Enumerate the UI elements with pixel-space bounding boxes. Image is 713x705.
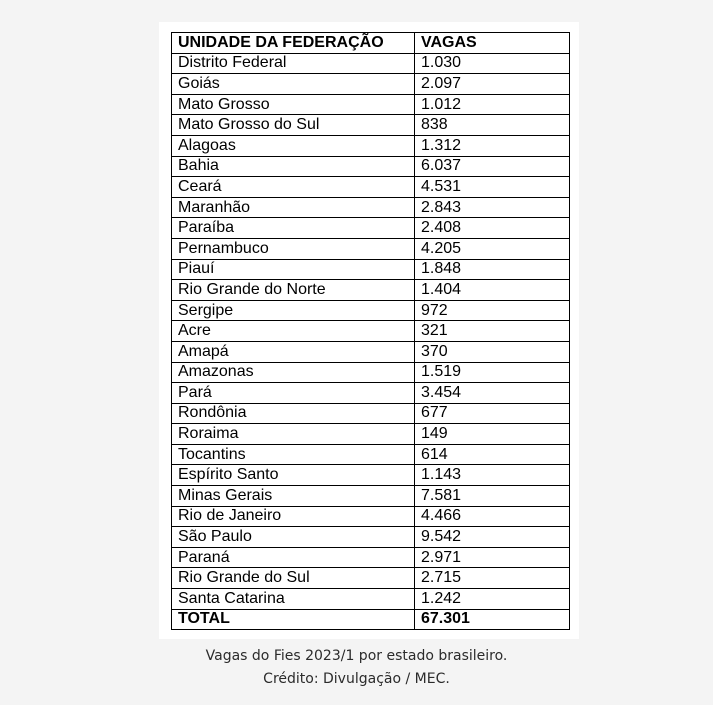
state-cell: Paraná bbox=[172, 547, 415, 568]
table-row bbox=[172, 341, 570, 362]
state-cell: Amapá bbox=[172, 341, 415, 362]
vacancies-cell: 2.843 bbox=[415, 197, 570, 218]
vacancies-cell: 614 bbox=[415, 444, 570, 465]
vacancies-cell: 1.030 bbox=[415, 53, 570, 74]
table-row bbox=[172, 403, 570, 424]
state-cell: Mato Grosso do Sul bbox=[172, 115, 415, 136]
state-cell: Sergipe bbox=[172, 300, 415, 321]
table-row bbox=[172, 156, 570, 177]
vacancies-cell: 2.971 bbox=[415, 547, 570, 568]
state-cell: Minas Gerais bbox=[172, 486, 415, 507]
state-cell: Paraíba bbox=[172, 218, 415, 239]
header-state: UNIDADE DA FEDERAÇÃO bbox=[172, 33, 415, 54]
state-cell: Ceará bbox=[172, 177, 415, 198]
vacancies-cell: 972 bbox=[415, 300, 570, 321]
vacancies-cell: 4.466 bbox=[415, 506, 570, 527]
state-cell: Rio Grande do Sul bbox=[172, 568, 415, 589]
vacancies-cell: 4.205 bbox=[415, 238, 570, 259]
state-cell: Mato Grosso bbox=[172, 94, 415, 115]
vacancies-cell: 7.581 bbox=[415, 486, 570, 507]
table-row bbox=[172, 547, 570, 568]
table-row bbox=[172, 362, 570, 383]
table-row bbox=[172, 74, 570, 95]
table-row bbox=[172, 486, 570, 507]
state-cell: Maranhão bbox=[172, 197, 415, 218]
state-cell: Pernambuco bbox=[172, 238, 415, 259]
state-cell: Rio Grande do Norte bbox=[172, 280, 415, 301]
state-cell: Distrito Federal bbox=[172, 53, 415, 74]
vacancies-cell: 4.531 bbox=[415, 177, 570, 198]
state-cell: Tocantins bbox=[172, 444, 415, 465]
vacancies-cell: 321 bbox=[415, 321, 570, 342]
table-row bbox=[172, 238, 570, 259]
table-row bbox=[172, 218, 570, 239]
table-body bbox=[172, 53, 570, 609]
vacancies-table bbox=[171, 32, 570, 630]
state-cell: Pará bbox=[172, 383, 415, 404]
state-cell: Bahia bbox=[172, 156, 415, 177]
state-cell: São Paulo bbox=[172, 527, 415, 548]
table-row bbox=[172, 444, 570, 465]
state-cell: Alagoas bbox=[172, 135, 415, 156]
table-row bbox=[172, 527, 570, 548]
state-cell: Espírito Santo bbox=[172, 465, 415, 486]
vacancies-cell: 149 bbox=[415, 424, 570, 445]
table-row bbox=[172, 321, 570, 342]
table-row bbox=[172, 53, 570, 74]
table-row bbox=[172, 424, 570, 445]
vacancies-cell: 677 bbox=[415, 403, 570, 424]
vacancies-cell: 2.097 bbox=[415, 74, 570, 95]
state-cell: Goiás bbox=[172, 74, 415, 95]
vacancies-cell: 2.408 bbox=[415, 218, 570, 239]
table-row bbox=[172, 300, 570, 321]
table-row bbox=[172, 135, 570, 156]
vacancies-cell: 1.143 bbox=[415, 465, 570, 486]
vacancies-cell: 1.848 bbox=[415, 259, 570, 280]
table-row bbox=[172, 506, 570, 527]
table-row bbox=[172, 94, 570, 115]
table-total-row bbox=[172, 609, 570, 630]
table-row bbox=[172, 177, 570, 198]
total-value: 67.301 bbox=[415, 609, 570, 630]
table-row bbox=[172, 280, 570, 301]
state-cell: Roraima bbox=[172, 424, 415, 445]
table-row bbox=[172, 259, 570, 280]
state-cell: Rio de Janeiro bbox=[172, 506, 415, 527]
vacancies-cell: 1.242 bbox=[415, 589, 570, 610]
table-image bbox=[159, 22, 579, 639]
vacancies-cell: 6.037 bbox=[415, 156, 570, 177]
vacancies-cell: 3.454 bbox=[415, 383, 570, 404]
total-label: TOTAL bbox=[172, 609, 415, 630]
caption-credit: Crédito: Divulgação / MEC. bbox=[263, 671, 450, 687]
state-cell: Amazonas bbox=[172, 362, 415, 383]
vacancies-cell: 1.012 bbox=[415, 94, 570, 115]
table-row bbox=[172, 465, 570, 486]
table-row bbox=[172, 568, 570, 589]
table-row bbox=[172, 589, 570, 610]
table-row bbox=[172, 383, 570, 404]
vacancies-cell: 1.519 bbox=[415, 362, 570, 383]
vacancies-cell: 370 bbox=[415, 341, 570, 362]
state-cell: Acre bbox=[172, 321, 415, 342]
vacancies-cell: 838 bbox=[415, 115, 570, 136]
state-cell: Piauí bbox=[172, 259, 415, 280]
vacancies-cell: 2.715 bbox=[415, 568, 570, 589]
table-row bbox=[172, 115, 570, 136]
state-cell: Rondônia bbox=[172, 403, 415, 424]
vacancies-cell: 1.312 bbox=[415, 135, 570, 156]
vacancies-cell: 1.404 bbox=[415, 280, 570, 301]
caption-line-1: Vagas do Fies 2023/1 por estado brasileiro. bbox=[205, 648, 508, 664]
table-header-row bbox=[172, 33, 570, 54]
header-vacancies: VAGAS bbox=[415, 33, 570, 54]
image-caption bbox=[0, 645, 713, 691]
vacancies-cell: 9.542 bbox=[415, 527, 570, 548]
table-row bbox=[172, 197, 570, 218]
state-cell: Santa Catarina bbox=[172, 589, 415, 610]
